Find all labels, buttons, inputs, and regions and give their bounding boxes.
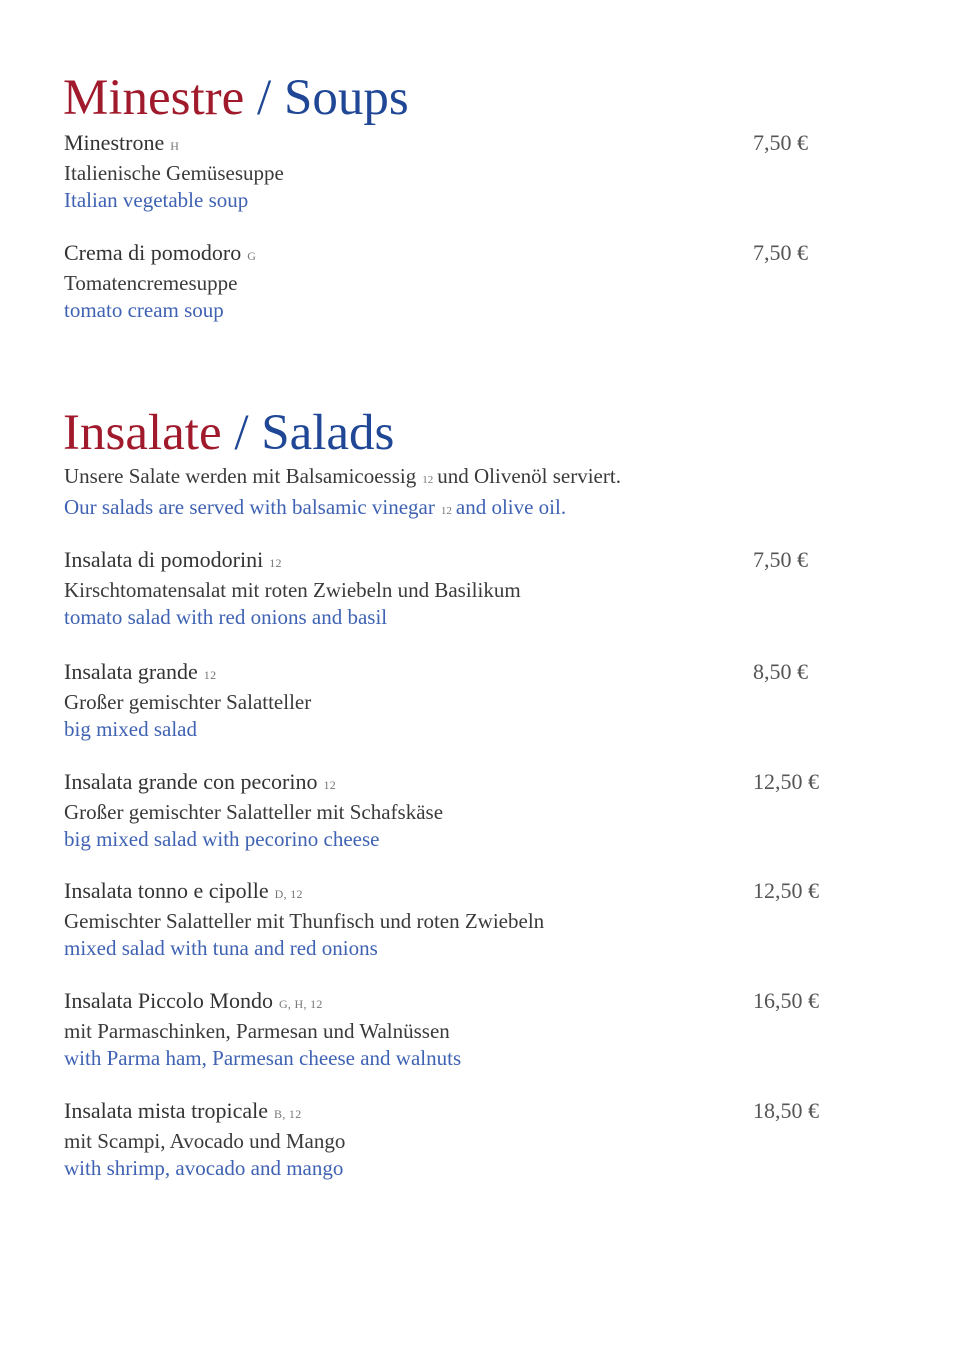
intro-german-text: Unsere Salate werden mit Balsamicoessig [64,464,417,488]
item-price: 7,50 € [753,130,808,155]
item-price: 7,50 € [753,240,808,265]
heading-separator: / [234,405,249,461]
menu-item-crema-di-pomodoro [64,239,864,324]
item-description-english: mixed salad with tuna and red onions [64,936,378,960]
item-name: Crema di pomodoro [64,240,242,265]
intro-english-text: Our salads are served with balsamic vinegar [64,495,435,519]
item-description-english: tomato salad with red onions and basil [64,605,388,629]
allergen-codes: D, 12 [274,887,303,901]
item-name-line [64,877,864,908]
soups-title-english: Soups [283,70,409,126]
menu-item-insalata-piccolo-mondo [64,987,864,1072]
item-description-german: Großer gemischter Salatteller [64,690,312,714]
item-description-english: tomato cream soup [64,298,224,322]
item-description-german: Gemischter Salatteller mit Thunfisch und roten Zwiebeln [64,909,545,933]
salads-title-italian: Insalate [63,405,222,461]
salads-heading [63,405,395,461]
soups-title-italian: Minestre [63,70,245,126]
item-price: 12,50 € [753,878,819,903]
allergen-codes: G [247,249,257,263]
item-name-line [64,768,864,799]
item-name-line [64,987,864,1018]
item-description-german: Großer gemischter Salatteller mit Schafskäse [64,800,444,824]
item-price: 18,50 € [753,1098,819,1123]
menu-item-minestrone [64,129,864,214]
menu-item-insalata-di-pomodorini [64,546,864,631]
allergen-codes: G, H, 12 [278,997,323,1011]
item-description-english: big mixed salad [64,717,197,741]
item-description-english: big mixed salad with pecorino cheese [64,827,380,851]
item-name: Insalata di pomodorini [64,547,264,572]
item-description-german: Italienische Gemüsesuppe [64,161,284,185]
item-name: Minestrone [64,130,165,155]
menu-item-insalata-tonno-e-cipolle [64,877,864,962]
item-description-english: with Parma ham, Parmesan cheese and walnuts [64,1046,462,1070]
item-name-line [64,658,864,689]
item-name: Insalata Piccolo Mondo [64,988,273,1013]
item-price: 7,50 € [753,547,808,572]
item-name: Insalata tonno e cipolle [64,878,269,903]
intro-english [64,494,621,525]
allergen-codes: 12 [269,556,282,570]
allergen-marker: 12 [440,505,452,517]
allergen-codes: H [170,139,180,153]
item-description-english: with shrimp, avocado and mango [64,1156,344,1180]
salads-intro [64,463,621,525]
intro-german-text-end: und Olivenöl serviert. [437,464,621,488]
item-description-german: Kirschtomatensalat mit roten Zwiebeln und Basilikum [64,578,521,602]
intro-english-text-end: and olive oil. [455,495,567,519]
item-description-german: mit Scampi, Avocado und Mango [64,1129,346,1153]
allergen-codes: 12 [323,778,337,792]
heading-separator: / [257,70,272,126]
item-name: Insalata mista tropicale [64,1098,269,1123]
item-price: 16,50 € [753,988,819,1013]
soups-heading [63,70,409,126]
item-name-line [64,1097,864,1128]
item-name-line [64,546,864,577]
item-name: Insalata grande con pecorino [64,769,318,794]
allergen-codes: 12 [203,668,217,682]
item-name-line [64,129,864,160]
allergen-codes: B, 12 [274,1107,302,1121]
intro-german [64,463,621,494]
item-name: Insalata grande [64,659,198,684]
menu-item-insalata-grande-con-pecorino [64,768,864,853]
menu-item-insalata-mista-tropicale [64,1097,864,1182]
item-description-german: Tomatencremesuppe [64,271,238,295]
menu-item-insalata-grande [64,658,864,743]
item-name-line [64,239,864,270]
item-description-english: Italian vegetable soup [64,188,249,212]
allergen-marker: 12 [422,474,434,486]
item-price: 8,50 € [753,659,808,684]
item-description-german: mit Parmaschinken, Parmesan und Walnüssen [64,1019,450,1043]
item-price: 12,50 € [753,769,819,794]
salads-title-english: Salads [261,405,395,461]
